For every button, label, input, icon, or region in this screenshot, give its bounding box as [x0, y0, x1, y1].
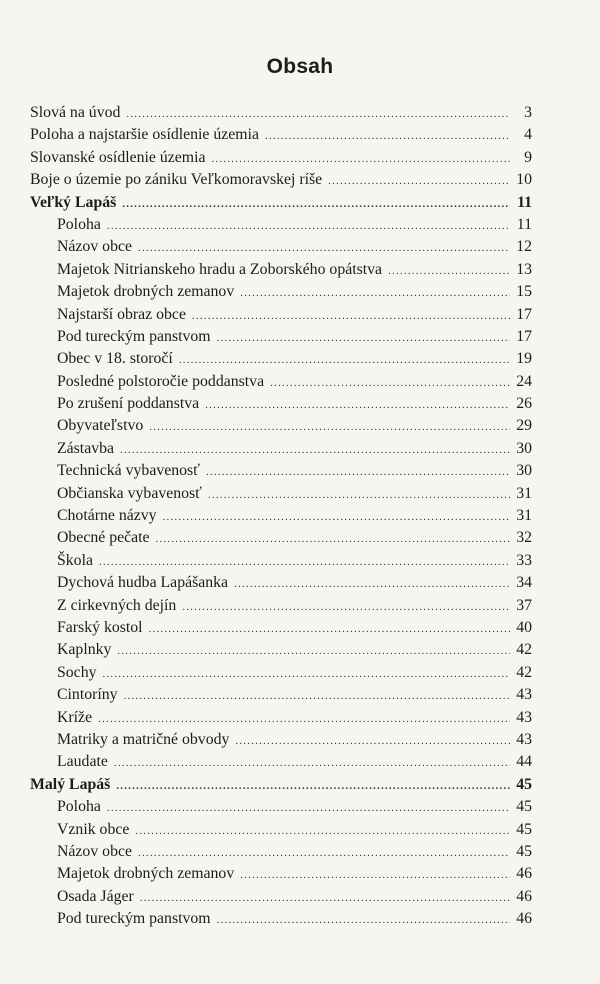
- toc-entry: [30, 707, 532, 729]
- toc-entry-title: Obec v 18. storočí: [57, 350, 173, 368]
- dot-leader: [163, 506, 510, 528]
- toc-page-number: 42: [516, 641, 532, 659]
- toc-entry: [30, 438, 532, 460]
- toc-section-heading: [30, 192, 532, 214]
- toc-page-number: 45: [516, 842, 532, 860]
- toc-entry: [30, 550, 532, 572]
- toc-entry: [30, 595, 532, 617]
- toc-page-number: 46: [516, 910, 532, 928]
- toc-entry: [30, 169, 532, 191]
- dot-leader: [270, 372, 510, 394]
- toc-page-number: 45: [516, 820, 532, 838]
- toc-entry-title: Osada Jáger: [57, 887, 134, 905]
- toc-entry-title: Chotárne názvy: [57, 507, 157, 525]
- toc-page-number: 45: [516, 798, 532, 816]
- toc-entry: [30, 236, 532, 258]
- toc-page-number: 37: [516, 596, 532, 614]
- toc-entry-title: Kaplnky: [57, 641, 112, 659]
- toc-entry: [30, 214, 532, 236]
- dot-leader: [138, 842, 510, 864]
- toc-entry: [30, 572, 532, 594]
- toc-entry-title: Obyvateľstvo: [57, 417, 144, 435]
- dot-leader: [114, 752, 510, 774]
- toc-entry-title: Občianska vybavenosť: [57, 484, 202, 502]
- toc-page-number: 31: [516, 484, 532, 502]
- dot-leader: [240, 864, 510, 886]
- dot-leader: [217, 327, 510, 349]
- toc-entry-title: Posledné polstoročie poddanstva: [57, 372, 265, 390]
- toc-page-number: 11: [517, 193, 532, 211]
- toc-page-number: 46: [516, 887, 532, 905]
- toc-entry-title: Sochy: [57, 663, 97, 681]
- toc-entry: [30, 259, 532, 281]
- dot-leader: [107, 215, 510, 237]
- toc-page-number: 43: [516, 708, 532, 726]
- toc-page-number: 9: [524, 148, 532, 166]
- toc-page-number: 43: [516, 730, 532, 748]
- toc-entry-title: Názov obce: [57, 842, 132, 860]
- toc-page-number: 34: [516, 574, 532, 592]
- dot-leader: [122, 193, 510, 215]
- dot-leader: [117, 640, 510, 662]
- dot-leader: [328, 170, 510, 192]
- dot-leader: [206, 461, 510, 483]
- toc-entry-title: Poloha: [57, 798, 101, 816]
- dot-leader: [149, 618, 510, 640]
- dot-leader: [156, 528, 510, 550]
- toc-page-number: 4: [524, 126, 532, 144]
- toc-entry-title: Boje o územie po zániku Veľkomoravskej ríše: [30, 171, 323, 189]
- dot-leader: [149, 416, 510, 438]
- toc-entry-title: Laudate: [57, 753, 108, 771]
- toc-page-number: 32: [516, 529, 532, 547]
- toc-entry-title: Majetok Nitrianskeho hradu a Zoborského opátstva: [57, 260, 383, 278]
- toc-entry: [30, 348, 532, 370]
- dot-leader: [116, 775, 510, 797]
- dot-leader: [138, 237, 510, 259]
- toc-page-number: 30: [516, 462, 532, 480]
- toc-entry-title: Zástavba: [57, 439, 115, 457]
- toc-page-number: 24: [516, 372, 532, 390]
- toc-page-number: 44: [516, 753, 532, 771]
- dot-leader: [192, 305, 510, 327]
- dot-leader: [205, 394, 510, 416]
- toc-page-number: 17: [516, 305, 532, 323]
- dot-leader: [234, 573, 510, 595]
- toc-page-number: 13: [516, 260, 532, 278]
- toc-page-number: 26: [516, 395, 532, 413]
- toc-entry-title: Matriky a matričné obvody: [57, 730, 230, 748]
- toc-entry-title: Najstarší obraz obce: [57, 305, 186, 323]
- toc-entry: [30, 617, 532, 639]
- toc-page-number: 43: [516, 686, 532, 704]
- toc-entry: [30, 684, 532, 706]
- toc-entry: [30, 841, 532, 863]
- toc-entry: [30, 662, 532, 684]
- toc-entry: [30, 796, 532, 818]
- toc-page-number: 29: [516, 417, 532, 435]
- toc-entry: [30, 639, 532, 661]
- dot-leader: [126, 103, 510, 125]
- toc-entry: [30, 886, 532, 908]
- dot-leader: [388, 260, 510, 282]
- toc-entry: [30, 415, 532, 437]
- toc-entry: [30, 751, 532, 773]
- toc-entry: [30, 908, 532, 930]
- toc-page-number: 12: [516, 238, 532, 256]
- toc-entry-title: Farský kostol: [57, 618, 143, 636]
- toc-entry: [30, 281, 532, 303]
- toc-entry-title: Slovanské osídlenie územia: [30, 148, 206, 166]
- dot-leader: [235, 730, 510, 752]
- toc-entry-title: Malý Lapáš: [30, 775, 111, 793]
- toc-page-number: 33: [516, 551, 532, 569]
- page-title: Obsah: [266, 55, 334, 78]
- toc-page-number: 3: [524, 104, 532, 121]
- toc-entry: [30, 729, 532, 751]
- toc-entry-title: Škola: [57, 551, 93, 569]
- toc-page-number: 19: [516, 350, 532, 368]
- toc-page-number: 46: [516, 865, 532, 883]
- dot-leader: [120, 439, 510, 461]
- toc-entry: [30, 483, 532, 505]
- dot-leader: [99, 551, 510, 573]
- toc-page-number: 11: [516, 215, 532, 233]
- toc-entry-title: Dychová hudba Lapášanka: [57, 574, 229, 592]
- toc-entry: [30, 304, 532, 326]
- toc-entry: [30, 819, 532, 841]
- toc-entry-title: Obecné pečate: [57, 529, 150, 547]
- toc-entry-title: Z cirkevných dejín: [57, 596, 177, 614]
- toc-entry-title: Pod tureckým panstvom: [57, 327, 211, 345]
- dot-leader: [240, 282, 510, 304]
- toc-entry-title: Slová na úvod: [30, 104, 121, 121]
- dot-leader: [208, 484, 510, 506]
- toc-entry: [30, 393, 532, 415]
- toc-entry-title: Názov obce: [57, 238, 132, 256]
- toc-page-number: 15: [516, 283, 532, 301]
- dot-leader: [217, 909, 510, 931]
- toc-entry: [30, 147, 532, 169]
- toc-entry-title: Kríže: [57, 708, 93, 726]
- table-of-contents: [30, 102, 532, 930]
- dot-leader: [182, 596, 510, 618]
- dot-leader: [107, 797, 510, 819]
- toc-entry: [30, 460, 532, 482]
- dot-leader: [179, 349, 510, 371]
- toc-page-number: 31: [516, 507, 532, 525]
- toc-entry: [30, 102, 532, 124]
- dot-leader: [124, 685, 510, 707]
- toc-entry-title: Vznik obce: [57, 820, 130, 838]
- toc-entry: [30, 124, 532, 146]
- toc-entry-title: Veľký Lapáš: [30, 193, 117, 211]
- dot-leader: [140, 887, 510, 909]
- toc-entry: [30, 371, 532, 393]
- dot-leader: [135, 820, 510, 842]
- toc-entry: [30, 326, 532, 348]
- dot-leader: [103, 663, 511, 685]
- toc-entry-title: Technická vybavenosť: [57, 462, 200, 480]
- toc-page-number: 10: [516, 171, 532, 189]
- toc-entry-title: Majetok drobných zemanov: [57, 283, 235, 301]
- toc-entry: [30, 863, 532, 885]
- dot-leader: [211, 148, 510, 170]
- toc-entry-title: Po zrušení poddanstva: [57, 395, 200, 413]
- toc-entry-title: Majetok drobných zemanov: [57, 865, 235, 883]
- toc-entry-title: Poloha a najstaršie osídlenie územia: [30, 126, 259, 144]
- toc-entry: [30, 527, 532, 549]
- dot-leader: [265, 125, 510, 147]
- toc-entry-title: Pod tureckým panstvom: [57, 910, 211, 928]
- toc-page-number: 45: [516, 775, 532, 793]
- toc-page-number: 17: [516, 327, 532, 345]
- toc-entry: [30, 505, 532, 527]
- toc-page-number: 30: [516, 439, 532, 457]
- toc-entry-title: Cintoríny: [57, 686, 118, 704]
- toc-page-number: 40: [516, 618, 532, 636]
- toc-entry-title: Poloha: [57, 215, 101, 233]
- toc-page-number: 42: [516, 663, 532, 681]
- dot-leader: [98, 708, 510, 730]
- toc-section-heading: [30, 774, 532, 796]
